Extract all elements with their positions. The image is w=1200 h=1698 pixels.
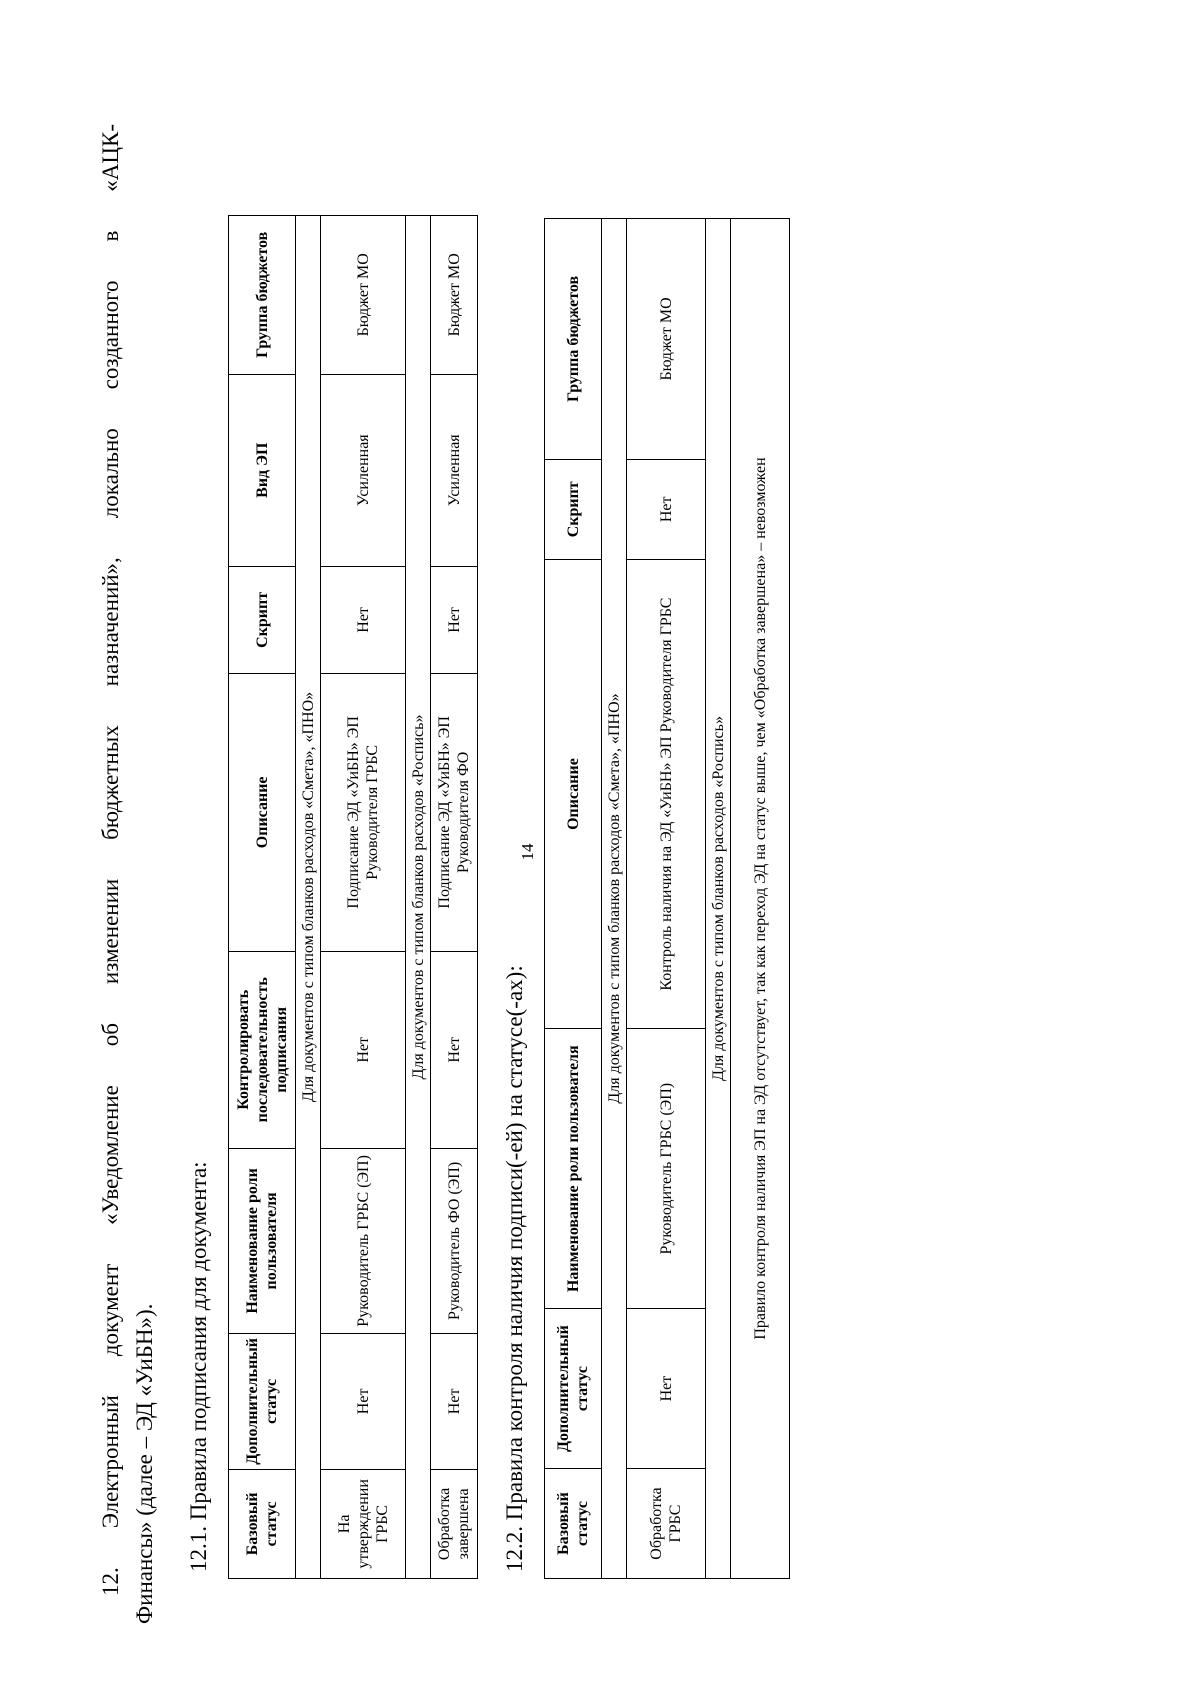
header-base-status: Базовый статус bbox=[545, 1469, 602, 1579]
cell-additional-status: Нет bbox=[627, 1309, 706, 1469]
group-separator-row bbox=[602, 219, 627, 1579]
header-description: Описание bbox=[545, 559, 602, 1029]
header-budget-group: Группа бюджетов bbox=[545, 219, 602, 460]
header-role-name: Наименование роли пользователя bbox=[229, 1148, 296, 1333]
header-base-status: Базовый статус bbox=[229, 1469, 296, 1578]
cell-signature-type: Усиленная bbox=[321, 374, 406, 566]
cell-role-name: Руководитель ГРБС (ЭП) bbox=[321, 1148, 406, 1333]
header-control-sequence: Контролировать последовательность подписания bbox=[229, 951, 296, 1148]
table-row bbox=[321, 216, 406, 1579]
cell-base-status: Обработка ГРБС bbox=[627, 1469, 706, 1579]
section-12-1-title: 12.1. Правила подписания для документа: bbox=[186, 1161, 211, 1572]
header-description: Описание bbox=[229, 673, 296, 951]
cell-description: Подписание ЭД «УиБН» ЭП Руководителя ФО bbox=[431, 673, 478, 951]
table-header-row bbox=[229, 216, 296, 1579]
rule-absence-note: Правило контроля наличия ЭП на ЭД отсутствует, так как переход ЭД на статус выше, чем «Обработка завершена» – невозможен bbox=[731, 219, 790, 1579]
cell-budget-group: Бюджет МО bbox=[321, 216, 406, 375]
cell-budget-group: Бюджет МО bbox=[627, 219, 706, 460]
signature-control-rules-table bbox=[544, 218, 790, 1579]
table-row bbox=[431, 216, 478, 1579]
group-separator-row bbox=[706, 219, 731, 1579]
header-budget-group: Группа бюджетов bbox=[229, 216, 296, 375]
group-label: Для документов с типом бланков расходов «Роспись» bbox=[706, 219, 731, 1579]
header-signature-type: Вид ЭП bbox=[229, 374, 296, 566]
section-12-paragraph-line1: 12. Электронный документ «Уведомление об изменении бюджетных назначений», локально созданного в «АЦК- bbox=[98, 124, 123, 1596]
header-role-name: Наименование роли пользователя bbox=[545, 1029, 602, 1309]
rotated-page-content bbox=[50, 124, 1150, 1624]
cell-additional-status: Нет bbox=[431, 1333, 478, 1469]
cell-script: Нет bbox=[627, 459, 706, 559]
group-separator-row bbox=[296, 216, 321, 1579]
cell-script: Нет bbox=[431, 566, 478, 673]
cell-role-name: Руководитель ГРБС (ЭП) bbox=[627, 1029, 706, 1309]
header-additional-status: Дополнительный статус bbox=[545, 1309, 602, 1469]
table-header-row bbox=[545, 219, 602, 1579]
cell-script: Нет bbox=[321, 566, 406, 673]
cell-base-status: На утверждении ГРБС bbox=[321, 1469, 406, 1578]
cell-additional-status: Нет bbox=[321, 1333, 406, 1469]
group-label: Для документов с типом бланков расходов «Смета», «ПНО» bbox=[602, 219, 627, 1579]
header-script: Скрипт bbox=[229, 566, 296, 673]
cell-signature-type: Усиленная bbox=[431, 374, 478, 566]
cell-budget-group: Бюджет МО bbox=[431, 216, 478, 375]
table-row bbox=[627, 219, 706, 1579]
group-label: Для документов с типом бланков расходов «Роспись» bbox=[406, 216, 431, 1579]
section-12-2-title: 12.2. Правила контроля наличия подписи(-ей) на статусе(-ах): bbox=[502, 965, 527, 1572]
cell-control-sequence: Нет bbox=[321, 951, 406, 1148]
group-separator-row bbox=[406, 216, 431, 1579]
cell-base-status: Обработка завершена bbox=[431, 1469, 478, 1578]
cell-description: Подписание ЭД «УиБН» ЭП Руководителя ГРБС bbox=[321, 673, 406, 951]
cell-role-name: Руководитель ФО (ЭП) bbox=[431, 1148, 478, 1333]
group-label: Для документов с типом бланков расходов «Смета», «ПНО» bbox=[296, 216, 321, 1579]
signing-rules-table bbox=[228, 215, 478, 1579]
cell-description: Контроль наличия на ЭД «УиБН» ЭП Руководителя ГРБС bbox=[627, 559, 706, 1029]
section-12-paragraph-line2: Финансы» (далее – ЭД «УиБН»). bbox=[132, 1303, 157, 1624]
page-number: 14 bbox=[518, 843, 537, 861]
header-additional-status: Дополнительный статус bbox=[229, 1333, 296, 1469]
note-row bbox=[731, 219, 790, 1579]
header-script: Скрипт bbox=[545, 459, 602, 559]
cell-control-sequence: Нет bbox=[431, 951, 478, 1148]
